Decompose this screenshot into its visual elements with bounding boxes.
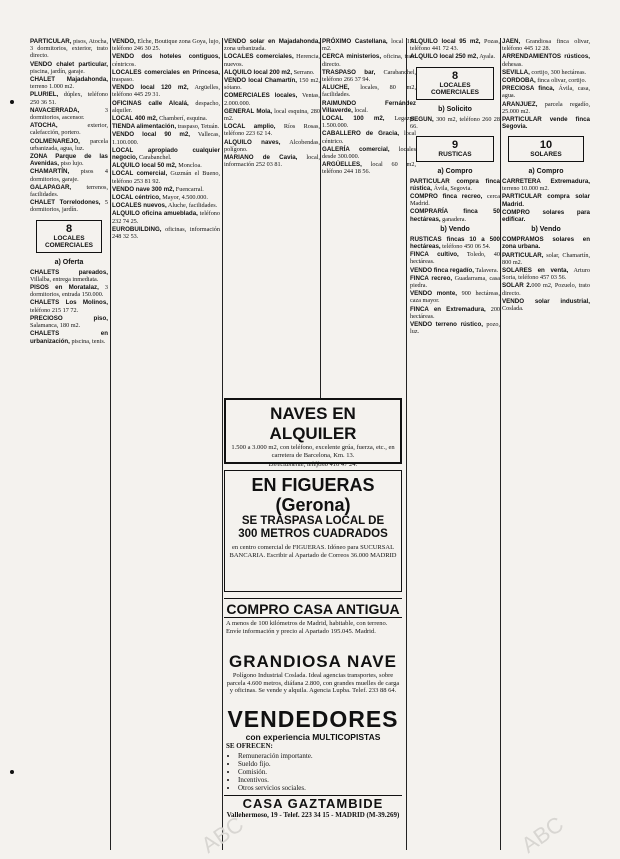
classified-ad: FINCA cultivo, Toledo, 40 hectáreas. xyxy=(410,251,500,266)
ad-title: VENDEDORES xyxy=(227,706,399,732)
list-item: • Incentivos. xyxy=(238,776,402,784)
classified-ad: GALAPAGAR, terrenos, facilidades. xyxy=(30,183,108,199)
margin-bullet xyxy=(10,100,14,104)
classified-ad: OFICINAS calle Alcalá, despacho, alquiler. xyxy=(112,99,220,114)
column-5 xyxy=(410,38,500,850)
ad-casa-antigua xyxy=(224,598,402,650)
classified-ad: CORDOBA, finca olivar, cortijo. xyxy=(502,77,587,85)
ad-contact: Directamente, teléfono 416 47 24. xyxy=(268,461,358,468)
classified-ad: VENDO finca regadío, Talavera. xyxy=(410,266,499,274)
watermark: ABC xyxy=(516,811,569,858)
classified-ad: VENDO local Chamartín, 150 m2, sótano. xyxy=(224,77,320,92)
classified-ad: ZONA Parque de las Avenidas, piso lujo. xyxy=(30,153,108,168)
classified-ad: MARIANO de Cavia, local, información 252 03 81. xyxy=(224,154,320,169)
ad-title: NAVES EN ALQUILER xyxy=(269,404,357,443)
classified-ad: LOCAL 400 m2, Chamberí, esquina. xyxy=(112,115,208,123)
classified-ad: SOLAR 2.000 m2, Pozuelo, trato directo. xyxy=(502,282,590,297)
subsection-label: a) Compro xyxy=(528,167,564,175)
classified-ad: PRECIOSA finca, Ávila, casa, agua. xyxy=(502,85,590,100)
classified-ad: ALQUILO oficina amueblada, teléfono 232 74 25. xyxy=(112,210,220,225)
section-number: 8 xyxy=(65,222,73,235)
column-rule xyxy=(320,38,321,398)
classified-ad: ALQUILO local 250 m2, Ayala. xyxy=(410,53,496,61)
classified-ad: ALQUILO local 200 m2, Serrano. xyxy=(224,68,315,76)
classified-ad: LOCAL comercial, Guzmán el Bueno, teléfono 253 81 92. xyxy=(112,170,220,185)
classified-ad: ARRENDAMIENTOS rústicos, dehesas. xyxy=(502,53,590,68)
classified-ad: CHALET Majadahonda, terreno 1.000 m2. xyxy=(30,76,108,91)
list-item: • Otros servicios sociales. xyxy=(238,784,402,792)
ad-body: 1.500 a 3.000 m2, con teléfono, excelente grúa, fuerza, etc., en carretera de Barcelona, Km. 13. xyxy=(231,444,395,459)
column-1 xyxy=(30,38,108,850)
ad-grandiosa-nave xyxy=(224,652,402,704)
ad-body: en centro comercial de FIGUERAS. Idóneo para SUCURSAL BANCARIA. Escribir al Apartado de Correos 36.000 MADRID xyxy=(229,544,397,559)
classified-ad: PRÓXIMO Castellana, local 150 m2. xyxy=(322,38,416,53)
ad-title: EN FIGUERAS (Gerona) xyxy=(251,475,375,515)
column-3 xyxy=(224,38,320,398)
classified-ad: JAEN, Grandiosa finca olivar, teléfono 445 12 28. xyxy=(502,38,590,53)
section-header-locales xyxy=(36,220,102,253)
ad-title: GRANDIOSA NAVE xyxy=(229,652,397,671)
classified-ad: COMERCIALES locales, Ventas, 2.000.000. xyxy=(224,92,320,107)
classified-ad: TRASPASO bar, Carabanchel, teléfono 266 37 94. xyxy=(322,68,416,84)
classified-ad: LOCALES comerciales, Herencia, nuevos. xyxy=(224,53,321,68)
classified-ad: VENDO solar industrial, Coslada. xyxy=(502,297,590,312)
classified-ad: PARTICULAR vende finca Segovia. xyxy=(502,116,590,131)
column-6 xyxy=(502,38,590,850)
classified-ad: SEVILLA, cortijo, 300 hectáreas. xyxy=(502,68,587,76)
classified-ad: EUROBUILDING, oficinas, información 248 32 53. xyxy=(112,225,220,241)
ad-figueras xyxy=(224,470,402,592)
ad-vendedores xyxy=(224,706,402,848)
ad-body: A menos de 100 kilómetros de Madrid, habitable, con terreno. Envíe información y precio al Apartado 195.045. Madrid. xyxy=(226,620,388,635)
list-item: • Sueldo fijo. xyxy=(238,760,402,768)
classified-ad: CHALETS en urbanización, piscina, tenis. xyxy=(30,330,108,345)
classifieds-page xyxy=(30,38,590,850)
classified-ad: GENERAL Mola, local esquina, 280 m2. xyxy=(224,107,320,123)
section-number: 9 xyxy=(451,139,459,152)
classified-ad: TIENDA alimentación, traspaso, Tetuán. xyxy=(112,123,220,131)
classified-ad: VENDO nave 300 m2, Fuencarral. xyxy=(112,185,204,193)
ad-tagline: con experiencia MULTICOPISTAS xyxy=(245,732,381,742)
ad-headline: SE TRASPASA LOCAL DE xyxy=(241,515,385,527)
classified-ad: PARTICULAR, solar, Chamartín, 800 m2. xyxy=(502,251,590,266)
classified-ad: COMPRO solares para edificar. xyxy=(502,208,590,223)
classified-ad: VENDO monte, 900 hectáreas, caza mayor. xyxy=(410,290,500,305)
ad-body: Polígono Industrial Coslada. Ideal agencias transportes, sobre parcela 4.600 metros, diáfana 2.800, con grandes muelles de carga y oficinas. Se vende y alquila. Agencia Lupba. Telef. 233 88 64. xyxy=(226,672,400,694)
classified-ad: RUSTICAS fincas 10 a 500 hectáreas, teléfono 450 06 54. xyxy=(410,235,500,250)
section-header-rusticas xyxy=(416,136,494,162)
column-4 xyxy=(322,38,416,398)
section-title: LOCALES COMERCIALES xyxy=(44,234,94,250)
section-number: 8 xyxy=(451,69,459,82)
section-title: LOCALES COMERCIALES xyxy=(430,81,480,97)
classified-ad: COMPRARÍA finca 50 hectáreas, ganadera. xyxy=(410,208,500,223)
column-rule xyxy=(500,38,501,850)
classified-ad: SEGUN, 300 m2, teléfono 260 28 66. xyxy=(410,115,500,130)
ad-title: COMPRO CASA ANTIGUA xyxy=(224,598,402,618)
classified-ad: SOLARES en venta, Arturo Soria, teléfono 457 03 56. xyxy=(502,266,591,282)
classified-ad: FINCA en Extremadura, 200 hectáreas. xyxy=(410,305,501,320)
ad-headline: 300 METROS CUADRADOS xyxy=(238,528,388,540)
classified-ad: RAIMUNDO Fernández Villaverde, local. xyxy=(322,99,416,114)
classified-ad: COMPRAMOS solares en zona urbana. xyxy=(502,236,590,251)
classified-ad: PARTICULAR compra finca rústica, Ávila, Segovia. xyxy=(410,177,500,192)
classified-ad: PARTICULAR, pisos, Atocha, 3 dormitorios, exterior, trato directo. xyxy=(30,38,108,60)
list-item: • Remuneración importante. xyxy=(238,752,402,760)
classified-ad: CHALET Torrelodones, 5 dormitorios, jardín. xyxy=(30,199,108,214)
ad-naves-alquiler xyxy=(224,398,402,468)
section-title: RUSTICAS xyxy=(438,151,472,159)
classified-ad: FINCA recreo, Guadarrama, casa piedra. xyxy=(410,274,500,289)
section-number: 10 xyxy=(539,139,553,152)
classified-ad: CERCA ministerios, oficina, trato directo. xyxy=(322,53,416,68)
subsection-label: b) Vendo xyxy=(440,225,470,233)
classified-ad: LOCALES comerciales en Princesa, traspaso. xyxy=(112,68,220,84)
classified-ad: ATOCHA, exterior, calefacción, portero. xyxy=(30,122,108,137)
classified-ad: LOCAL apropiado cualquier negocio, Carabanchel. xyxy=(112,146,220,162)
classified-ad: ALUCHE, locales, 80 m2, facilidades. xyxy=(322,84,416,99)
classified-ad: PLURIEL, dúplex, teléfono 250 36 51. xyxy=(30,91,108,106)
classified-ad: ARGÜELLES, local 60 m2, teléfono 244 18 56. xyxy=(322,161,416,176)
ad-address: Vallehermoso, 19 - Telef. 223 34 15 - MADRID (M-39.269) xyxy=(226,810,400,819)
subsection-label: b) Vendo xyxy=(531,226,561,234)
subsection-label: a) Oferta xyxy=(54,258,84,266)
margin-bullet xyxy=(10,770,14,774)
column-2 xyxy=(112,38,220,850)
classified-ad: VENDO local 120 m2, Argüelles, teléfono 445 29 31. xyxy=(112,84,221,99)
list-item: • Comisión. xyxy=(238,768,402,776)
classified-ad: LOCALES nuevos, Aluche, facilidades. xyxy=(112,202,218,210)
classified-ad: CHALETS pareados, Villalba, entrega inmediata. xyxy=(30,268,108,283)
classified-ad: CHALETS Los Molinos, teléfono 215 17 72. xyxy=(30,299,108,314)
classified-ad: VENDO local 90 m2, Vallecas, 1.100.000. xyxy=(112,131,220,146)
subsection-label: b) Solicito xyxy=(438,105,472,113)
ad-benefits-list xyxy=(238,752,402,792)
classified-ad: VENDO, Elche, Boutique zona Goya, lujo, teléfono 246 30 25. xyxy=(112,38,220,53)
classified-ad: PARTICULAR compra solar Madrid. xyxy=(502,193,590,208)
classified-ad: CABALLERO de Gracia, local céntrico. xyxy=(322,130,416,145)
classified-ad: COLMENAREJO, parcela urbanizada, agua, luz. xyxy=(30,137,108,152)
classified-ad: VENDO dos hoteles contiguos, céntricos. xyxy=(112,53,220,68)
classified-ad: VENDO terreno rústico, pozo, luz. xyxy=(410,320,500,336)
column-rule xyxy=(222,38,223,850)
classified-ad: PISOS en Moratalaz, 3 dormitorios, entrada 150.000. xyxy=(30,284,108,299)
watermark: ABC xyxy=(196,811,249,858)
classified-ad: PRECIOSO piso, Salamanca, 180 m2. xyxy=(30,314,108,330)
classified-ad: LOCAL 100 m2, Legazpi, 1.500.000. xyxy=(322,115,416,130)
classified-ad: ALQUILO naves, Alcobendas, polígono. xyxy=(224,138,321,153)
subsection-label: a) Compro xyxy=(437,167,473,175)
classified-ad: GALERÍA comercial, locales desde 300.000. xyxy=(322,145,416,161)
classified-ad: LOCAL céntrico, Mayor, 4.500.000. xyxy=(112,194,208,202)
classified-ad: ALQUILO local 95 m2, Pozas, teléfono 441 72 43. xyxy=(410,38,500,53)
section-title: SOLARES xyxy=(530,151,562,159)
section-header-locales-solicito xyxy=(416,67,494,100)
classified-ad: NAVACERRADA, 3 dormitorios, ascensor. xyxy=(30,106,108,122)
section-header-solares xyxy=(508,136,584,162)
classified-ad: CARRETERA Extremadura, terreno 10.000 m2. xyxy=(502,177,590,193)
classified-ad: ALQUILO local 50 m2, Moncloa. xyxy=(112,162,202,170)
classified-ad: VENDO solar en Majadahonda, zona urbanizada. xyxy=(224,38,320,53)
classified-ad: LOCAL amplio, Ríos Rosas, teléfono 223 62 14. xyxy=(224,123,321,138)
classified-ad: VENDO chalet particular, piscina, jardín, garaje. xyxy=(30,60,108,75)
classified-ad: ARANJUEZ, parcela regadío, 25.000 m2. xyxy=(502,100,590,115)
ad-offer-label: SE OFRECEN: xyxy=(226,742,273,750)
ad-company: CASA GAZTAMBIDE xyxy=(224,795,402,811)
classified-ad: COMPRO finca recreo, cerca Madrid. xyxy=(410,192,500,208)
column-rule xyxy=(110,38,111,850)
classified-ad: CHAMARTÍN, pisos 4 dormitorios, garaje. xyxy=(30,168,108,183)
